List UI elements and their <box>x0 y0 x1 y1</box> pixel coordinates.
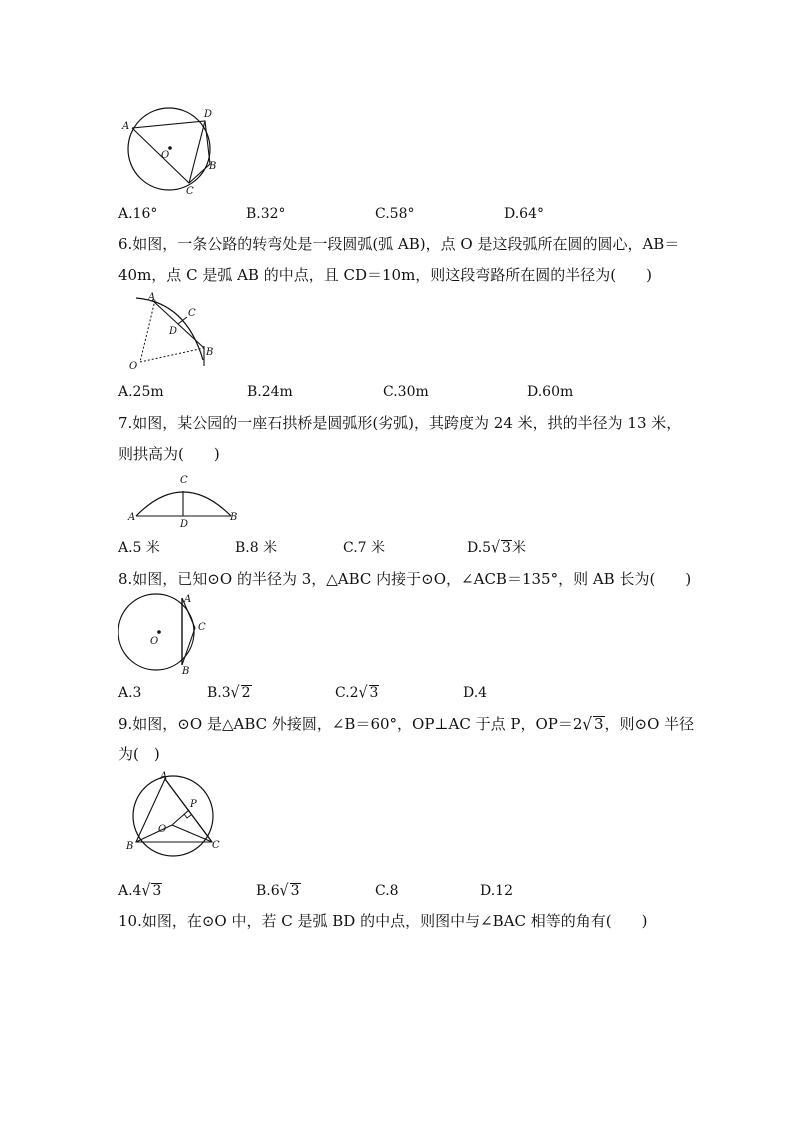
q6-option-d: D.60m <box>527 384 574 400</box>
sqrt-icon: √ <box>141 881 151 901</box>
q6-text-line1: 6.如图，一条公路的转弯处是一段圆弧(弧 AB)，点 O 是这段弧所在圆的圆心，AB＝ <box>118 235 680 253</box>
q9-text-line1 <box>118 714 694 734</box>
q9-option-b-radicand: 3 <box>290 883 300 899</box>
q9-option-d: D.12 <box>480 883 513 899</box>
q8-label-a: A <box>184 594 192 605</box>
q9-line1-prefix: 9.如图，⊙O 是△ABC 外接圆，∠B＝60°，OP⊥AC 于点 P，OP＝2 <box>118 715 583 733</box>
q9-triangle <box>136 779 212 842</box>
q9-option-c: C.8 <box>375 883 399 899</box>
q7-label-b: B <box>230 512 238 523</box>
q9-label-p: P <box>190 799 197 810</box>
q5-quadrilateral <box>132 121 210 183</box>
q6-text-line2: 40m，点 C 是弧 AB 的中点，且 CD＝10m，则这段弯路所在圆的半径为( ) <box>118 266 653 284</box>
q5-label-b: B <box>209 161 217 172</box>
q7-text-line2: 则拱高为( ) <box>118 445 220 463</box>
q8-label-b: B <box>182 666 190 677</box>
q6-label-b: B <box>206 347 214 358</box>
q9-label-o: O <box>158 824 167 835</box>
q5-label-o: O <box>161 150 170 161</box>
q9-option-a-prefix: A.4 <box>118 883 142 899</box>
q8-option-d: D.4 <box>463 685 488 701</box>
q7-option-d <box>467 539 526 557</box>
q5-option-a: A.16° <box>118 206 158 222</box>
q6-label-a: A <box>148 292 156 303</box>
q6-option-c: C.30m <box>383 384 429 400</box>
q7-option-a: A.5 米 <box>118 540 160 556</box>
q6-label-d: D <box>169 326 178 337</box>
q9-text-line2: 为( ) <box>118 745 160 763</box>
sqrt-icon: √ <box>358 683 368 703</box>
sqrt-icon: √ <box>279 881 289 901</box>
sqrt-icon: √ <box>491 538 501 558</box>
q9-label-c: C <box>212 840 220 851</box>
q9-option-a <box>118 882 162 900</box>
q8-option-c-prefix: C.2 <box>335 685 359 701</box>
q7-label-d: D <box>180 519 189 530</box>
q7-label-c: C <box>180 475 188 486</box>
q5-label-d: D <box>204 109 213 120</box>
q8-option-c <box>335 684 379 702</box>
sqrt-icon: √ <box>582 713 592 735</box>
sqrt-icon: √ <box>230 683 240 703</box>
q8-figure <box>118 592 218 677</box>
q8-option-b <box>207 684 252 702</box>
q5-label-a: A <box>122 121 130 132</box>
q9-label-a: A <box>160 771 168 782</box>
q7-option-c: C.7 米 <box>343 540 386 556</box>
q5-figure <box>118 106 228 196</box>
q7-option-d-suffix: 米 <box>511 540 526 556</box>
q9-line1-suffix: ，则⊙O 半径 <box>604 715 695 733</box>
q5-option-c: C.58° <box>375 206 415 222</box>
q9-option-a-radicand: 3 <box>152 883 162 899</box>
q6-option-b: B.24m <box>247 384 293 400</box>
q5-label-c: C <box>186 186 194 196</box>
q8-option-b-prefix: B.3 <box>207 685 231 701</box>
q6-option-a: A.25m <box>118 384 164 400</box>
q9-option-b-prefix: B.6 <box>256 883 280 899</box>
q6-figure <box>118 290 228 370</box>
q9-figure <box>118 770 228 860</box>
q5-option-b: B.32° <box>246 206 286 222</box>
q8-label-c: C <box>198 622 206 633</box>
q9-circle <box>133 776 213 856</box>
q9-line1-radicand: 3 <box>593 715 604 733</box>
q7-option-d-radicand: 3 <box>502 540 511 556</box>
q7-figure <box>118 470 248 530</box>
q8-option-a: A.3 <box>118 685 142 701</box>
q6-label-c: C <box>188 308 196 319</box>
q9-option-b <box>256 882 301 900</box>
q8-option-b-radicand: 2 <box>241 685 251 701</box>
q5-option-d: D.64° <box>504 206 544 222</box>
q7-text-line1: 7.如图，某公园的一座石拱桥是圆弧形(劣弧)，其跨度为 24 米，拱的半径为 13 米， <box>118 414 682 432</box>
q7-label-a: A <box>128 512 136 523</box>
q8-label-o: O <box>150 636 159 647</box>
q6-label-o: O <box>129 361 138 370</box>
q9-label-b: B <box>126 841 134 852</box>
q7-option-b: B.8 米 <box>235 540 278 556</box>
q10-text-line1: 10.如图，在⊙O 中，若 C 是弧 BD 的中点，则图中与∠BAC 相等的角有( ) <box>118 912 648 930</box>
q8-text-line1: 8.如图，已知⊙O 的半径为 3，△ABC 内接于⊙O，∠ACB＝135°，则 AB 长为( ) <box>118 570 692 588</box>
q8-option-c-radicand: 3 <box>369 685 379 701</box>
q7-option-d-prefix: D.5 <box>467 540 492 556</box>
